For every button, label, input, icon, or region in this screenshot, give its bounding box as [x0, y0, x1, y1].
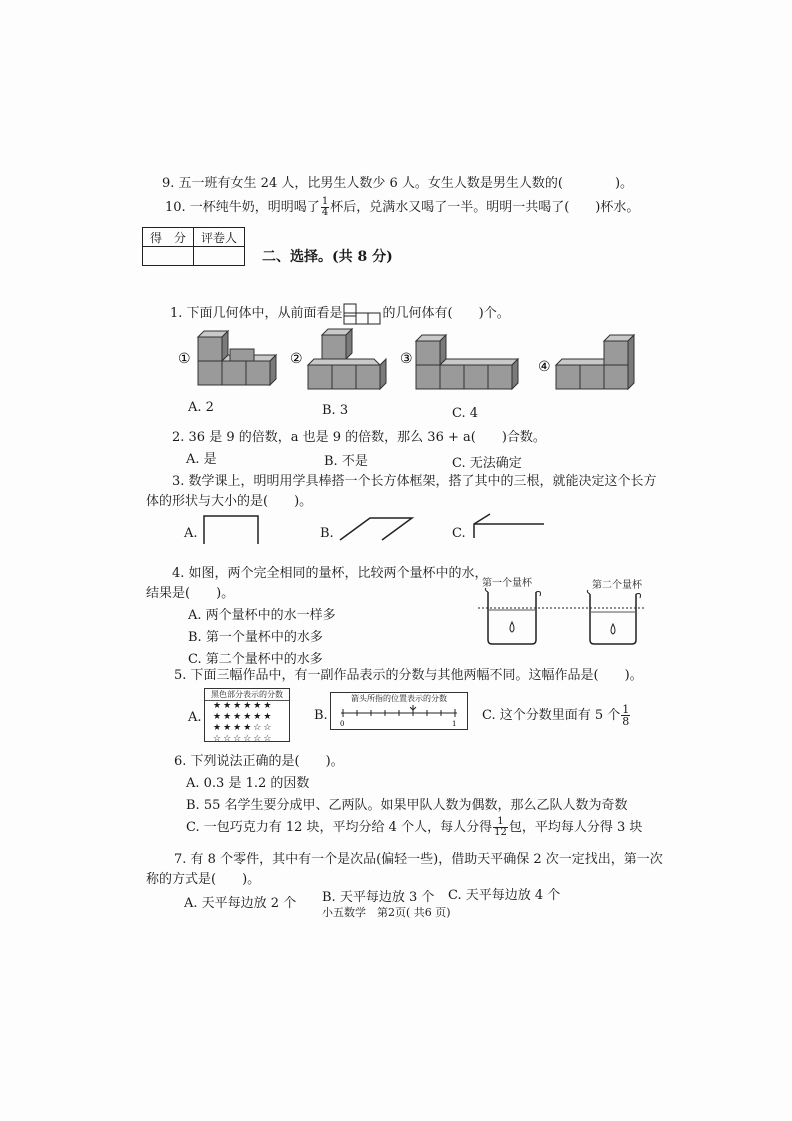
grader-cell[interactable]: [194, 247, 245, 266]
svg-text:②: ②: [290, 351, 303, 367]
cup-1: [485, 588, 540, 644]
svg-text:①: ①: [178, 351, 191, 367]
question-2: 2. 36 是 9 的倍数，a 也是 9 的倍数，那么 36 + a( )合数。: [172, 430, 546, 445]
q4-option-a[interactable]: A. 两个量杯中的水一样多: [188, 608, 336, 623]
cup-2: [587, 590, 640, 644]
q3-figure-c: [468, 510, 548, 542]
question-5: 5. 下面三幅作品中，有一副作品表示的分数与其他两幅不同。这幅作品是( )。: [174, 668, 643, 683]
front-view-figure: [343, 303, 383, 325]
svg-text:④: ④: [538, 359, 551, 375]
score-header: 得 分: [143, 228, 194, 247]
page-footer: 小五数学 第2页( 共6 页): [322, 906, 451, 919]
q10-text-before: 10. 一杯纯牛奶，明明喝了: [165, 200, 320, 215]
q6-c-text-after: 包，平均每人分得 3 块: [508, 820, 643, 835]
solid-1: [178, 331, 276, 385]
star-row: ★★★★★★: [213, 701, 274, 711]
star-row: ★★★★★★: [213, 712, 274, 722]
question-1: [170, 302, 510, 325]
q7-option-b[interactable]: B. 天平每边放 3 个: [322, 890, 435, 905]
q6-c-text-before: C. 一包巧克力有 12 块，平均分给 4 个人，每人分得: [186, 820, 493, 835]
q5-c-text: C. 这个分数里面有 5 个: [482, 708, 621, 723]
star-row: ☆☆☆☆☆☆: [213, 734, 274, 744]
question-4-line1: 4. 如图，两个完全相同的量杯，比较两个量杯中的水，: [172, 566, 488, 581]
q10-fraction: $\frac{1}{4}$: [321, 196, 329, 218]
section-2-title: 二、选择。(共 8 分): [262, 249, 393, 265]
q7-option-c[interactable]: C. 天平每边放 4 个: [448, 888, 561, 903]
solid-3: [400, 335, 518, 389]
q1-text-before: 1. 下面几何体中，从前面看是: [170, 306, 343, 321]
q2-option-b[interactable]: B. 不是: [324, 454, 368, 469]
q3-option-c[interactable]: C.: [452, 526, 466, 541]
svg-text:0: 0: [340, 720, 345, 727]
number-line: [331, 705, 467, 727]
q5-c-fraction: $\frac{1}{8}$: [622, 703, 630, 728]
svg-text:③: ③: [400, 351, 413, 367]
q4-option-b[interactable]: B. 第一个量杯中的水多: [188, 630, 323, 645]
q5-figure-a: [204, 688, 290, 742]
grader-header: 评卷人: [194, 228, 245, 247]
score-table: [142, 227, 245, 266]
cup1-label: 第一个量杯: [482, 578, 532, 589]
measuring-cups: [478, 586, 648, 648]
question-4-line2: 结果是( )。: [146, 586, 235, 601]
q1-option-a[interactable]: A. 2: [188, 400, 214, 415]
q3-figure-b: [336, 514, 416, 544]
q6-option-c[interactable]: [186, 816, 642, 838]
q10-text-after: 杯后，兑满水又喝了一半。明明一共喝了( )杯水。: [330, 200, 640, 215]
q2-option-c[interactable]: C. 无法确定: [452, 456, 522, 471]
cup2-label: 第二个量杯: [592, 580, 642, 591]
arrow-icon: [410, 705, 416, 710]
q5-option-a-label[interactable]: A.: [188, 710, 202, 725]
q6-option-a[interactable]: A. 0.3 是 1.2 的因数: [186, 776, 310, 791]
solid-2: [290, 329, 386, 389]
q5-figure-b: [330, 692, 468, 730]
q1-option-c[interactable]: C. 4: [452, 406, 479, 421]
q1-text-after: 的几何体有( )个。: [382, 306, 510, 321]
q4-option-c[interactable]: C. 第二个量杯中的水多: [188, 652, 323, 667]
q3-option-b[interactable]: B.: [320, 526, 334, 541]
q2-option-a[interactable]: A. 是: [186, 452, 217, 467]
svg-text:1: 1: [452, 720, 457, 727]
q5-a-title: 黑色部分表示的分数: [205, 689, 289, 701]
q1-solids: [178, 325, 648, 395]
q5-option-b-label[interactable]: B.: [314, 708, 328, 723]
q3-figure-a: [200, 512, 264, 546]
star-row: ★★★★☆☆: [213, 723, 274, 733]
question-7-line2: 称的方式是( )。: [146, 872, 261, 887]
q5-option-c[interactable]: [482, 704, 631, 727]
question-9: 9. 五一班有女生 24 人，比男生人数少 6 人。女生人数是男生人数的( )。: [162, 176, 634, 191]
q6-option-b[interactable]: B. 55 名学生要分成甲、乙两队。如果甲队人数为偶数，那么乙队人数为奇数: [186, 798, 628, 813]
q3-option-a[interactable]: A.: [184, 526, 198, 541]
question-10: [165, 196, 639, 218]
q6-c-fraction: $\frac{1}{12}$: [494, 816, 507, 838]
q5-b-title: 箭头所指的位置表示的分数: [351, 694, 447, 703]
question-3-line1: 3. 数学课上，明明用学具棒搭一个长方体框架，搭了其中的三根，就能决定这个长方: [172, 474, 657, 489]
score-cell[interactable]: [143, 247, 194, 266]
q7-option-a[interactable]: A. 天平每边放 2 个: [184, 896, 297, 911]
question-7-line1: 7. 有 8 个零件，其中有一个是次品(偏轻一些)，借助天平确保 2 次一定找出，第一次: [174, 852, 663, 867]
question-6: 6. 下列说法正确的是( )。: [174, 754, 344, 769]
q1-option-b[interactable]: B. 3: [322, 403, 349, 418]
solid-4: [538, 335, 634, 389]
question-3-line2: 体的形状与大小的是( )。: [146, 494, 313, 509]
